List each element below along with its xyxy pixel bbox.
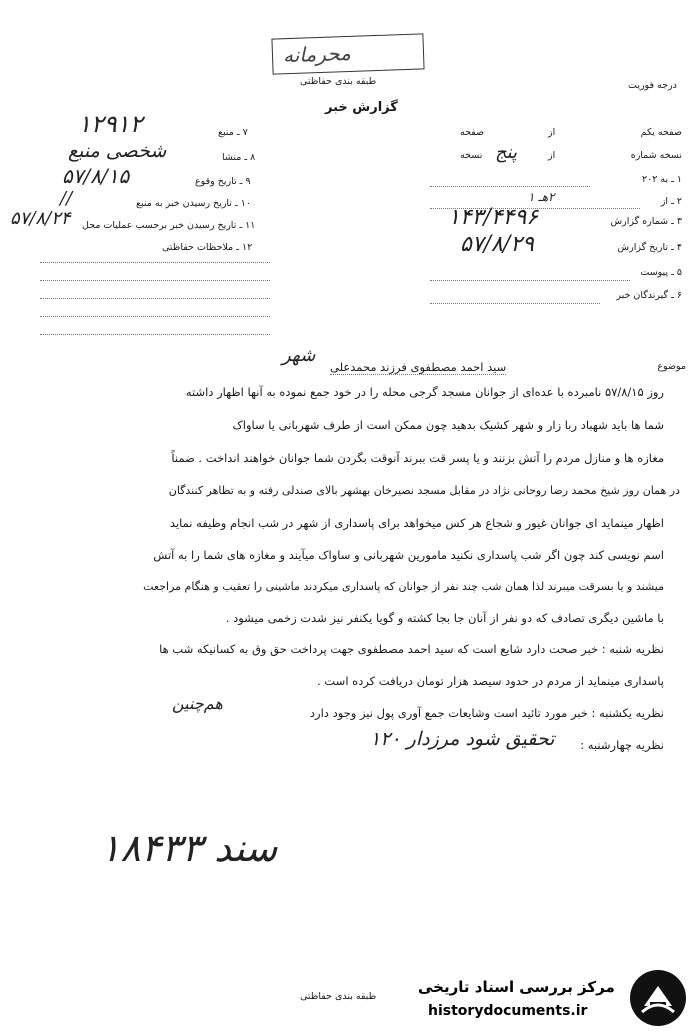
watermark-url: historydocuments.ir	[428, 1003, 588, 1019]
archive-number: سند ۱۸۴۳۳	[100, 826, 278, 870]
watermark-logo	[628, 968, 688, 1028]
observation-saturday-1: نظریه شنبه : خبر صحت دارد شایع است که سید احمد مصطفوی جهت پرداخت حق وق به کسانیکه شب ها	[159, 642, 664, 656]
watermark-title: مرکز بررسی اسناد تاریخی	[418, 978, 615, 996]
subject-label: موضوع	[657, 361, 686, 372]
item8-value: شخصی منبع	[68, 140, 167, 162]
body-line-5: اظهار مینماید ای جوانان غیور و شجاع هر کس میخواهد برای پاسداری از شهر در شب انجام وظیفه نماید	[169, 516, 664, 530]
recipients-label: ۶ ـ گیرندگان خبر	[616, 290, 682, 301]
copy-handwritten: پنج	[495, 142, 518, 163]
priority-label: درجه فوریت	[628, 80, 677, 91]
item9-value: ۵۷/۸/۱۵	[62, 164, 130, 188]
body-line-2: شما ها باید شهباد ربا زار و شهر کشیک بدهید چون ممکن است از طرف شهربانی یا ساواک	[232, 418, 664, 432]
sunday-handwritten-note: هم‌چنین	[172, 694, 223, 713]
classification-label-top: طبقه بندی حفاظتی	[300, 76, 377, 87]
observation-sunday: نظریه یکشنبه : خبر مورد تائید است وشایعات جمع آوری پول نیز وجود دارد	[309, 706, 664, 720]
copy-word: نسخه	[460, 150, 483, 161]
body-line-6: اسم نویسی کند چون اگر شب پاسداری نکنید مامورین شهربانی و ساواک میآیند و مغازه های شما را به آتش	[153, 548, 664, 562]
form-title: گزارش خبر	[325, 100, 398, 115]
observation-wednesday: نظریه چهارشنبه :	[580, 738, 664, 752]
item10-value: //	[60, 188, 73, 209]
page-of: از	[548, 127, 556, 138]
subject-value: سید احمد مصطفوی فرزند محمدعلی	[330, 360, 507, 374]
item7-value: ۱۲۹۱۲	[78, 110, 143, 138]
report-date-label: ۴ ـ تاریخ گزارش	[617, 242, 682, 253]
stamp-handwriting: محرمانه	[282, 40, 352, 68]
to-1: ۱ ـ به ۲۰۲	[641, 174, 682, 185]
body-line-8: با ماشین دیگری تصادف که دو نفر از آنان جا بجا کشته و گویا یکنفر نیز شدت زخمی میشود .	[225, 611, 664, 625]
item8-label: ۸ ـ منشا	[222, 152, 256, 163]
attachment-label: ۵ ـ پیوست	[640, 267, 682, 278]
item9-label: ۹ ـ تاریخ وقوع	[195, 176, 251, 187]
item12-label: ۱۲ ـ ملاحظات حفاظتی	[162, 242, 253, 253]
body-line-3: مغازه ها و منازل مردم را آتش بزنند و یا پسر قت ببرند آنوقت بگردن شما جوانان خواهند انداخت . ضمناً	[171, 451, 664, 465]
body-line-1: روز ۵۷/۸/۱۵ نامبرده با عده‌ای از جوانان مسجد گرجی محله را در خود جمع نموده به آنها اظهار داشته	[185, 385, 664, 399]
page-label: صفحه یکم	[640, 127, 682, 138]
body-line-7: میشند و یا بسرقت میبرند لذا همان شب چند نفر از جوانان که پاسداری میکردند ماشینی را تعقیب و هنگام مراجعت	[143, 580, 664, 593]
to-2-value: ۲هـ ۱	[528, 190, 555, 204]
subject-handwritten-note: شهر	[282, 345, 316, 366]
item11-value: ۵۷/۸/۲۴	[10, 208, 71, 229]
item11-label: ۱۱ ـ تاریخ رسیدن خبر برحسب عملیات محل	[82, 220, 256, 231]
report-number-value: ۱۴۳/۴۴۹۶	[448, 205, 539, 230]
item10-label: ۱۰ ـ تاریخ رسیدن خبر به منبع	[136, 198, 251, 209]
item7-label: ۷ ـ منبع	[218, 127, 248, 138]
classification-stamp	[271, 33, 424, 74]
wednesday-handwritten-note: تحقیق شود مرزدار ۱۲۰	[370, 728, 555, 750]
page-word: صفحه	[460, 127, 485, 138]
report-date-value: ۵۷/۸/۲۹	[460, 232, 534, 257]
classification-label-bottom: طبقه بندی حفاظتی	[300, 991, 377, 1002]
copy-of: از	[548, 150, 556, 161]
copy-label: نسخه شماره	[630, 150, 682, 161]
observation-saturday-2: پاسداری مینماید از مردم در حدود سیصد هزار تومان دریافت کرده است .	[317, 674, 664, 688]
report-number-label: ۳ ـ شماره گزارش	[610, 216, 682, 227]
body-line-4: در همان روز شیخ محمد رضا روحانی نژاد در مقابل مسجد نصیرخان بهشهر بالای صندلی رفته و به تظاهر کنندگان	[168, 484, 680, 497]
to-2: ۲ ـ از	[660, 196, 682, 207]
